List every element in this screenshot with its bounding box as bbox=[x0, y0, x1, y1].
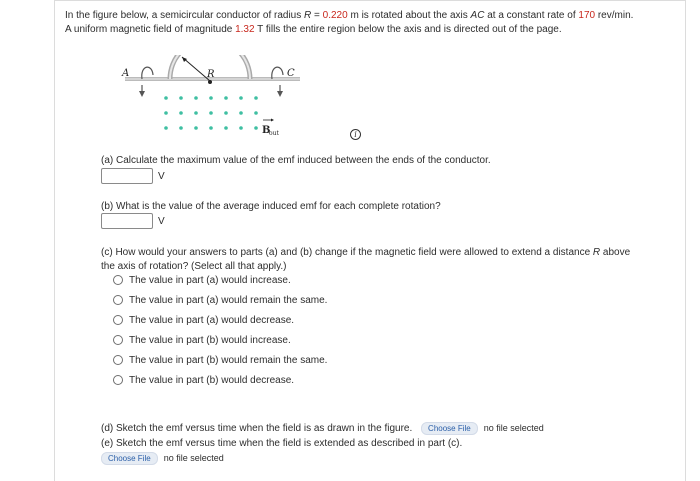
radius-symbol: R bbox=[304, 10, 312, 21]
checkbox-icon[interactable] bbox=[113, 335, 123, 345]
part-c-option[interactable] bbox=[113, 353, 327, 367]
part-d-row bbox=[101, 421, 544, 436]
part-c-text: (c) How would your answers to parts (a) and (b) change if the magnetic field were allowed to extend a distance bbox=[101, 247, 593, 258]
part-e-question: (e) Sketch the emf versus time when the field is extended as described in part (c). bbox=[101, 438, 463, 449]
option-label: The value in part (b) would increase. bbox=[129, 334, 291, 346]
part-e-upload-row bbox=[101, 451, 224, 466]
part-d-file-status: no file selected bbox=[483, 423, 544, 433]
equals-text: = bbox=[311, 10, 323, 21]
info-icon[interactable]: i bbox=[350, 129, 361, 140]
intro-text: at a constant rate of bbox=[484, 10, 579, 21]
option-label: The value in part (a) would decrease. bbox=[129, 314, 295, 326]
part-d-question: (d) Sketch the emf versus time when the field is as drawn in the figure. bbox=[101, 423, 413, 434]
radius-value: 0.220 bbox=[322, 10, 348, 21]
part-c-text: above bbox=[600, 247, 631, 258]
part-c-option[interactable] bbox=[113, 373, 294, 387]
radius-symbol: R bbox=[592, 247, 601, 258]
checkbox-icon[interactable] bbox=[113, 355, 123, 365]
intro-text: In the figure below, a semicircular conductor of radius bbox=[65, 10, 305, 21]
axis-symbol: AC bbox=[470, 10, 485, 21]
part-b-unit: V bbox=[158, 215, 165, 227]
intro-text: m is rotated about the axis bbox=[347, 10, 471, 21]
checkbox-icon[interactable] bbox=[113, 375, 123, 385]
part-a-question: (a) Calculate the maximum value of the emf induced between the ends of the conductor. bbox=[101, 155, 491, 166]
checkbox-icon[interactable] bbox=[113, 315, 123, 325]
part-c-option[interactable] bbox=[113, 333, 291, 347]
part-b-answer-row bbox=[101, 212, 165, 230]
part-c-option[interactable] bbox=[113, 313, 294, 327]
label-b-sub: out bbox=[269, 130, 279, 137]
problem-intro-line-2 bbox=[65, 22, 562, 37]
part-e-choose-file-button[interactable]: Choose File bbox=[101, 452, 158, 465]
part-a-answer-row bbox=[101, 167, 165, 185]
figure-svg bbox=[120, 55, 310, 140]
part-e-file-status: no file selected bbox=[163, 453, 224, 463]
part-b-input[interactable] bbox=[101, 213, 153, 229]
part-c-question-line-2: the axis of rotation? (Select all that apply.) bbox=[101, 261, 287, 272]
option-label: The value in part (a) would remain the same. bbox=[129, 294, 328, 306]
label-r: R bbox=[207, 69, 215, 80]
problem-intro-line-1 bbox=[65, 8, 633, 23]
label-c: C bbox=[287, 68, 295, 79]
part-b-question: (b) What is the value of the average induced emf for each complete rotation? bbox=[101, 201, 441, 212]
field-value: 1.32 bbox=[235, 24, 255, 35]
intro-text: rev/min. bbox=[595, 10, 634, 21]
part-c-option[interactable] bbox=[113, 273, 291, 287]
intro-text: T fills the entire region below the axis and is directed out of the page. bbox=[254, 24, 562, 35]
part-a-unit: V bbox=[158, 170, 165, 182]
option-label: The value in part (b) would remain the same. bbox=[129, 354, 328, 366]
part-d-choose-file-button[interactable]: Choose File bbox=[421, 422, 478, 435]
part-c-option[interactable] bbox=[113, 293, 327, 307]
part-c-question-line-1 bbox=[101, 245, 630, 260]
conductor-figure bbox=[120, 55, 310, 145]
option-label: The value in part (b) would decrease. bbox=[129, 374, 295, 386]
rate-value: 170 bbox=[578, 10, 596, 21]
intro-text: A uniform magnetic field of magnitude bbox=[65, 24, 236, 35]
part-a-input[interactable] bbox=[101, 168, 153, 184]
label-a: A bbox=[122, 68, 130, 79]
checkbox-icon[interactable] bbox=[113, 295, 123, 305]
checkbox-icon[interactable] bbox=[113, 275, 123, 285]
option-label: The value in part (a) would increase. bbox=[129, 274, 291, 286]
label-b: B bbox=[262, 125, 271, 136]
